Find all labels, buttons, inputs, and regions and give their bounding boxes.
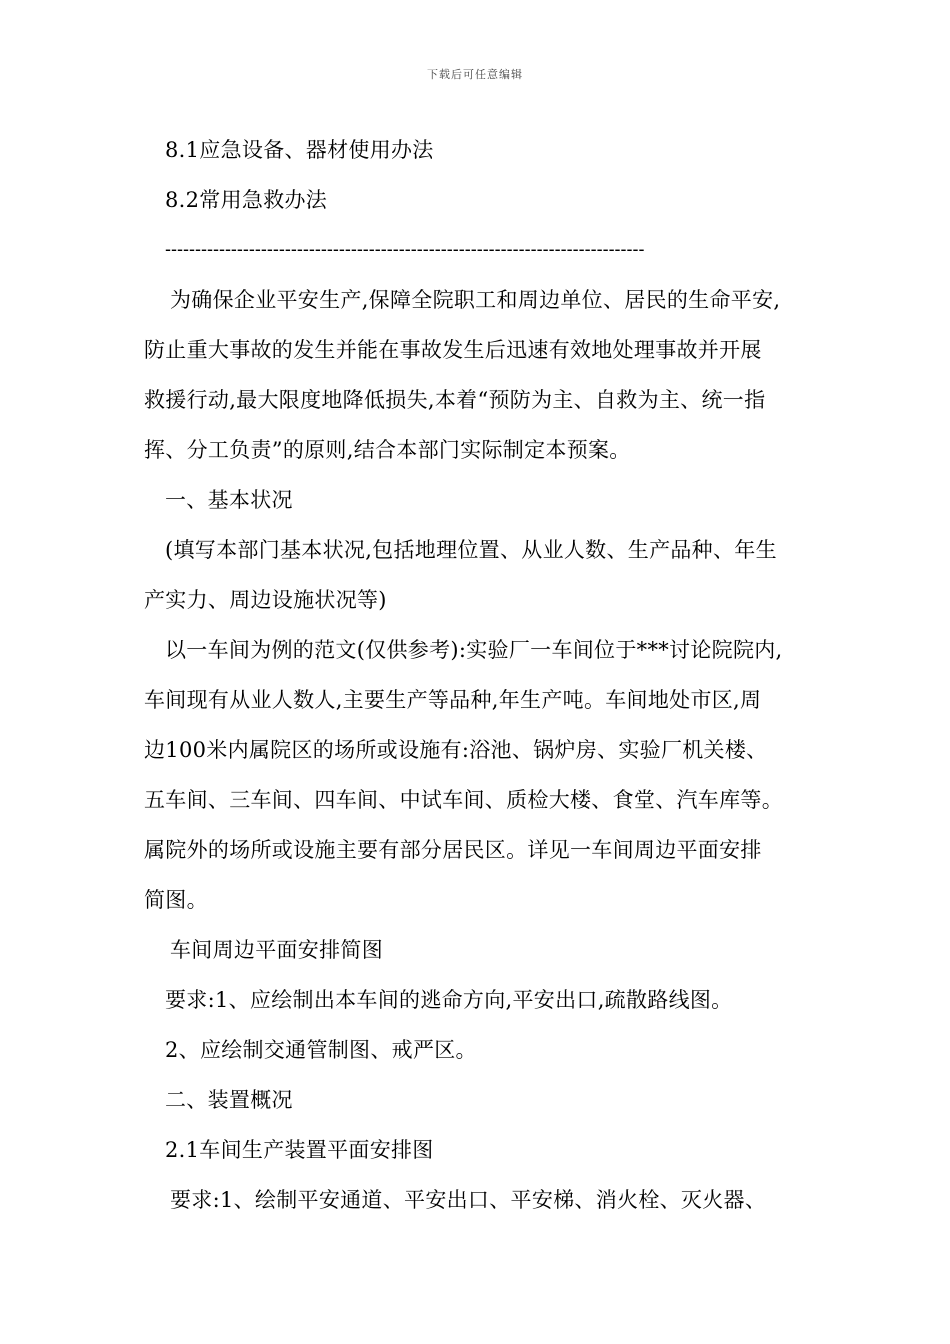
toc-item-8-1: 8.1应急设备、器材使用办法 — [165, 138, 434, 162]
paragraph-line: 挥、分工负责”的原则,结合本部门实际制定本预案。 — [144, 438, 631, 462]
paragraph-line: 五车间、三车间、四车间、中试车间、质检大楼、食堂、汽车库等。 — [144, 788, 783, 812]
paragraph-line: 车间现有从业人数人,主要生产等品种,年生产吨。车间地处市区,周 — [144, 688, 762, 712]
requirement-line: 要求:1、应绘制出本车间的逃命方向,平安出口,疏散路线图。 — [165, 988, 733, 1012]
page-header: 下载后可任意编辑 — [427, 68, 523, 81]
paragraph-line: 产实力、周边设施状况等) — [144, 588, 387, 612]
section-heading: 一、基本状况 — [165, 488, 293, 512]
toc-item-8-2: 8.2常用急救办法 — [165, 188, 328, 212]
paragraph-line: 属院外的场所或设施主要有部分居民区。详见一车间周边平面安排 — [144, 838, 762, 862]
separator-line: -------------------------------------------------------------------------------- — [165, 239, 645, 259]
subsection-heading: 2.1车间生产装置平面安排图 — [165, 1138, 434, 1162]
paragraph-line: 简图。 — [144, 888, 208, 912]
paragraph-line: 为确保企业平安生产,保障全院职工和周边单位、居民的生命平安, — [170, 288, 781, 312]
paragraph-line: 救援行动,最大限度地降低损失,本着“预防为主、自救为主、统一指 — [144, 388, 766, 412]
requirement-line: 2、应绘制交通管制图、戒严区。 — [165, 1038, 477, 1062]
paragraph-line: 边100米内属院区的场所或设施有:浴池、锅炉房、实验厂机关楼、 — [144, 738, 768, 762]
section-heading: 二、装置概况 — [165, 1088, 293, 1112]
requirement-line: 要求:1、绘制平安通道、平安出口、平安梯、消火栓、灭火器、 — [170, 1188, 767, 1212]
paragraph-line: 以一车间为例的范文(仅供参考):实验厂一车间位于***讨论院院内, — [165, 638, 783, 662]
paragraph-line: (填写本部门基本状况,包括地理位置、从业人数、生产品种、年生 — [165, 538, 777, 562]
paragraph-line: 防止重大事故的发生并能在事故发生后迅速有效地处理事故并开展 — [144, 338, 762, 362]
figure-caption: 车间周边平面安排简图 — [170, 938, 383, 962]
